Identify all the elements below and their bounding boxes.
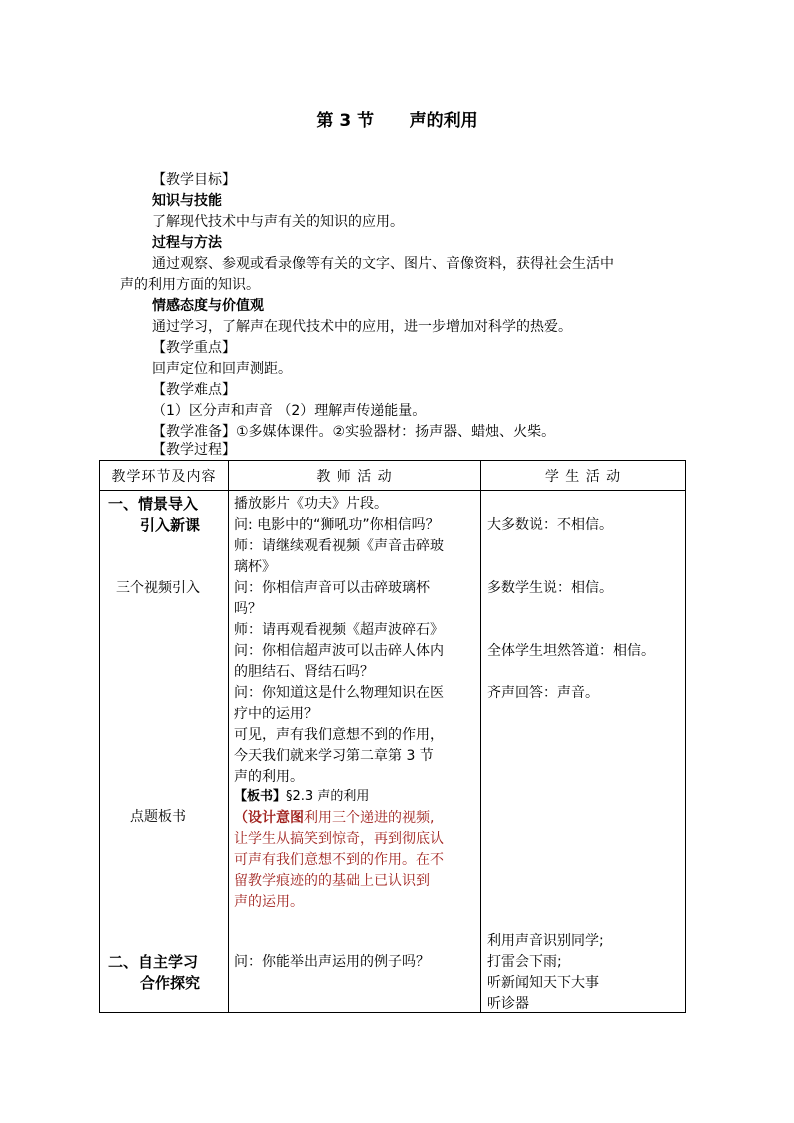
teacher-line: 疗中的运用？ [234, 706, 318, 722]
method-text-1: 通过观察、参观或看录像等有关的文字、图片、音像资料，获得社会生活中 [152, 256, 614, 272]
design-line: 让学生从搞笑到惊奇，再到彻底认 [234, 831, 444, 847]
difficulty-header: 【教学难点】 [152, 382, 236, 398]
stage-cell [100, 491, 229, 1013]
method-title: 过程与方法 [152, 235, 222, 251]
process-table [99, 460, 686, 1013]
header-teacher: 教 师 活 动 [229, 461, 481, 491]
prep-text: 【教学准备】①多媒体课件。②实验器材：扬声器、蜡烛、火柴。 [152, 424, 556, 440]
header-student: 学 生 活 动 [481, 461, 686, 491]
page-title: 第 3 节 声的利用 [316, 111, 478, 131]
teacher-line: 吗？ [234, 601, 262, 617]
stage-1-board: 点题板书 [130, 809, 186, 825]
teacher-line: 问：你相信超声波可以击碎人体内 [234, 643, 444, 659]
emotion-title: 情感态度与价值观 [152, 298, 264, 314]
teacher-line: 声的利用。 [234, 769, 304, 785]
key-header: 【教学重点】 [152, 340, 236, 356]
stage-2-title: 二、自主学习 [108, 953, 199, 971]
student-answer: 全体学生坦然答道：相信。 [487, 643, 655, 659]
stage-1-videos: 三个视频引入 [116, 580, 200, 596]
knowledge-text: 了解现代技术中与声有关的知识的应用。 [152, 214, 404, 230]
stage-1-subtitle: 引入新课 [140, 516, 201, 534]
student-example: 听诊器 [487, 996, 529, 1012]
student-cell [481, 491, 686, 1013]
student-answer: 多数学生说：相信。 [487, 580, 613, 596]
table-header-row [100, 461, 686, 491]
knowledge-title: 知识与技能 [152, 193, 222, 209]
teacher-line: 问: 电影中的“狮吼功”你相信吗？ [234, 517, 440, 533]
stage-2-subtitle: 合作探究 [140, 974, 201, 992]
stage-1-title: 一、情景导入 [108, 495, 199, 513]
board-line [234, 787, 369, 807]
teacher-line: 璃杯》 [234, 559, 276, 575]
board-text: §2.3 声的利用 [286, 789, 370, 804]
key-text: 回声定位和回声测距。 [152, 361, 292, 377]
student-example: 利用声音识别同学; [487, 933, 604, 949]
teacher-line: 师：请继续观看视频《声音击碎玻 [234, 538, 444, 554]
teacher-cell [229, 491, 481, 1013]
teacher-line: 播放影片《功夫》片段。 [234, 496, 388, 512]
design-line: 声的运用。 [234, 894, 304, 910]
table-row [100, 491, 686, 1013]
teacher-line: 可见，声有我们意想不到的作用， [234, 727, 444, 743]
teacher-line: 的胆结石、肾结石吗？ [234, 664, 374, 680]
teacher-question-2: 问：你能举出声运用的例子吗？ [234, 954, 430, 970]
student-example: 听新闻知天下大事 [487, 975, 599, 991]
header-stage: 教学环节及内容 [100, 461, 229, 491]
board-label: 【板书】 [234, 789, 287, 804]
teacher-line: 问：你相信声音可以击碎玻璃杯 [234, 580, 430, 596]
design-label: （设计意图 [234, 810, 304, 826]
design-line-1 [234, 808, 434, 828]
student-answer: 大多数说：不相信。 [487, 517, 613, 533]
emotion-text: 通过学习，了解声在现代技术中的应用，进一步增加对科学的热爱。 [152, 319, 572, 335]
design-line: 可声有我们意想不到的作用。在不 [234, 852, 444, 868]
objectives-header: 【教学目标】 [152, 172, 236, 188]
teacher-line: 问：你知道这是什么物理知识在医 [234, 685, 444, 701]
student-answer: 齐声回答：声音。 [487, 685, 599, 701]
teacher-line: 今天我们就来学习第二章第 3 节 [234, 748, 434, 764]
design-line: 留教学痕迹的的基础上已认识到 [234, 873, 430, 889]
design-text: 利用三个递进的视频, [304, 810, 435, 826]
method-text-2: 声的利用方面的知识。 [120, 277, 260, 293]
student-example: 打雷会下雨; [487, 954, 562, 970]
teacher-line: 师：请再观看视频《超声波碎石》 [234, 622, 444, 638]
process-header: 【教学过程】 [152, 442, 236, 458]
difficulty-text: （1）区分声和声音 （2）理解声传递能量。 [152, 403, 427, 419]
